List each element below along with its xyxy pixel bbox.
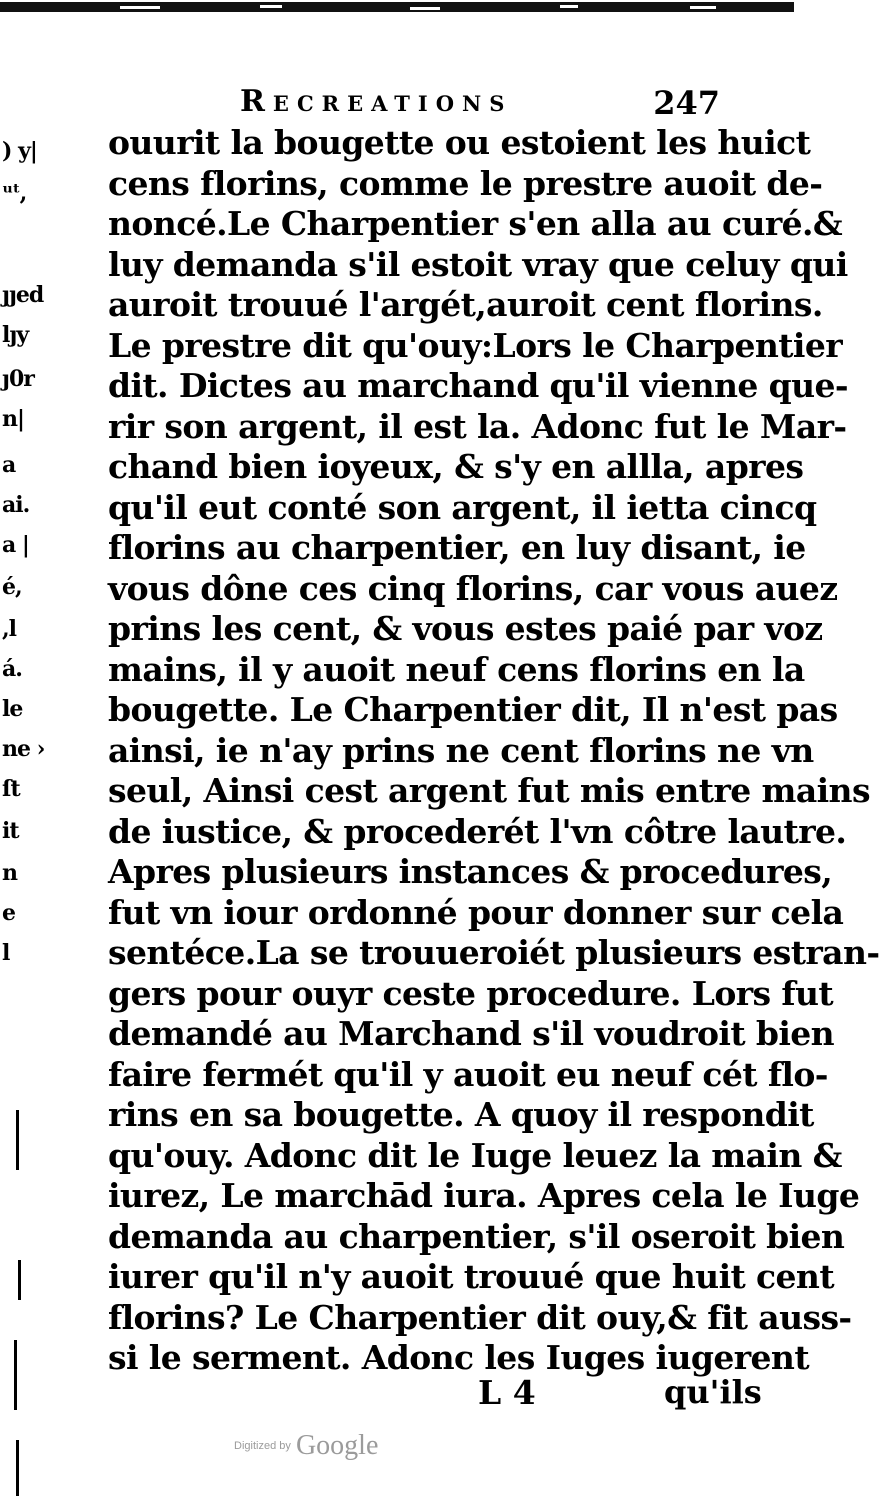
signature-mark: L 4 (478, 1373, 536, 1412)
text-line: faire fermét qu'il y auoit eu neuf cét flo- (108, 1054, 828, 1094)
text-line: ainsi, ie n'ay prins ne cent florins ne vn (108, 730, 814, 770)
running-title: Recreations (240, 84, 513, 119)
text-line: bougette. Le Charpentier dit, Il n'est pas (108, 690, 838, 729)
text-line: chand bien ioyeux, & s'y en allla, apres (108, 447, 804, 486)
text-line: mains, il y auoit neuf cens florins en la (108, 649, 805, 689)
text-line: sentéce.La se trouueroiét plusieurs estran- (108, 933, 879, 972)
text-line: demandé au Marchand s'il voudroit bien (108, 1014, 835, 1053)
google-logo: Google (295, 1430, 379, 1461)
text-line: iurez, Le marchād iura. Apres cela le Iuge (108, 1176, 860, 1215)
text-line: si le serment. Adonc les Iuges iugerent (108, 1338, 809, 1377)
text-line: fut vn iour ordonné pour donner sur cela (108, 892, 844, 932)
text-line: prins les cent, & vous estes paié par voz (108, 609, 823, 648)
text-line: luy demanda s'il estoit vray que celuy qui (108, 244, 848, 284)
text-line: qu'il eut conté son argent, il ietta cincq (108, 487, 817, 527)
text-line: de iustice, & procederét l'vn côtre lautre. (108, 811, 847, 851)
text-line: auroit trouué l'argét,auroit cent florins. (108, 285, 823, 324)
text-line: noncé.Le Charpentier s'en alla au curé.& (108, 204, 843, 243)
text-line: cens florins, comme le prestre auoit de- (108, 163, 823, 203)
text-line: florins? Le Charpentier dit ouy,& fit auss- (108, 1297, 852, 1337)
watermark-prefix: Digitized by (234, 1440, 291, 1452)
text-line: ouurit la bougette ou estoient les huict (108, 123, 811, 162)
text-line: demanda au charpentier, s'il oseroit bien (108, 1216, 845, 1256)
digitization-watermark (234, 1430, 378, 1466)
text-line: Apres plusieurs instances & procedures, (108, 852, 833, 891)
page-number: 247 (653, 84, 720, 122)
text-line: Le prestre dit qu'ouy:Lors le Charpentier (108, 325, 843, 365)
text-line: vous dône ces cinq florins, car vous auez (108, 568, 838, 608)
text-line: florins au charpentier, en luy disant, ie (108, 528, 806, 567)
catchword: qu'ils (664, 1373, 762, 1411)
text-line: rins en sa bougette. A quoy il respondit (108, 1095, 814, 1134)
page-header (240, 84, 720, 124)
text-line: qu'ouy. Adonc dit le Iuge leuez la main & (108, 1135, 842, 1175)
text-line: rir son argent, il est la. Adonc fut le Mar- (108, 406, 847, 446)
text-line: seul, Ainsi cest argent fut mis entre mains (108, 771, 870, 810)
text-line: iurer qu'il n'y auoit trouué que huit cent (108, 1257, 834, 1296)
text-line: gers pour ouyr ceste procedure. Lors fut (108, 973, 834, 1013)
text-line: dit. Dictes au marchand qu'il vienne que- (108, 366, 849, 405)
scanned-top-edge (0, 0, 794, 22)
facing-page-bleed: ) y| ᵘᵗ, ȷȷed lȷy ȷ0r n| a ai. a | é, ,l á. le ne › ſt it n e l (0, 100, 48, 1506)
body-text (108, 123, 879, 1379)
